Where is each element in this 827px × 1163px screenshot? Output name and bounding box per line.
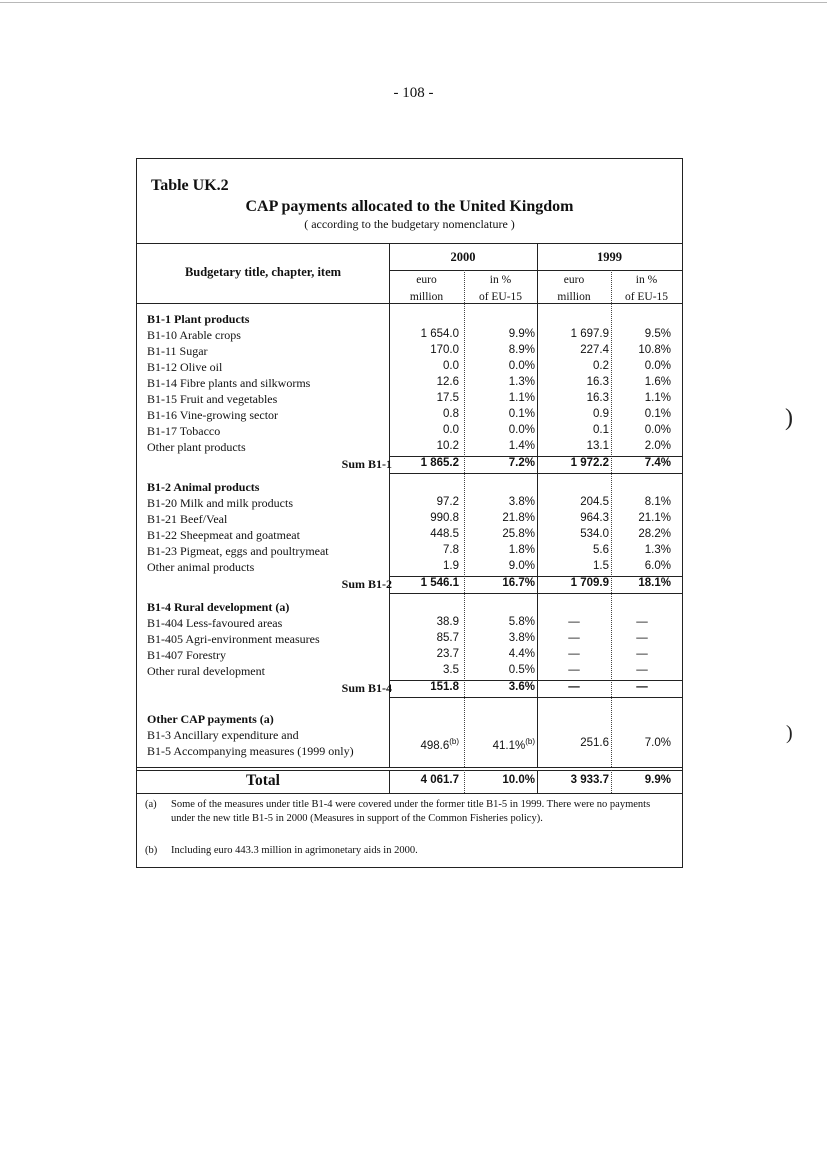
cell-value: 1.8% <box>508 544 535 556</box>
cell-value: 9.9% <box>644 774 671 786</box>
cell-value: 498.6$^{(b)}$ <box>420 737 459 752</box>
cell-value: — <box>636 632 648 644</box>
other-line: B1-5 Accompanying measures (1999 only) <box>147 744 354 758</box>
cell-value: 0.0 <box>443 424 459 436</box>
unit-euro-2000: euro million <box>409 274 444 303</box>
total-row <box>137 774 682 790</box>
cell-value: 0.0% <box>644 424 671 436</box>
row-label: B1-14 Fibre plants and silkworms <box>147 376 311 390</box>
total-top-rule <box>137 770 682 771</box>
table-row <box>137 632 682 648</box>
other-line: B1-3 Ancillary expenditure and <box>147 728 299 742</box>
cell-value: 16.3 <box>586 376 609 388</box>
cell-value: — <box>636 616 648 628</box>
sum-value: 18.1% <box>638 577 671 589</box>
cell-value: 1 697.9 <box>570 328 609 340</box>
cell-value: 0.0 <box>443 360 459 372</box>
sum-bottom-rule <box>389 697 682 698</box>
cell-value: 28.2% <box>638 528 671 540</box>
table-row <box>137 408 682 424</box>
table-row <box>137 528 682 544</box>
cell-value: 3.8% <box>508 632 535 644</box>
sum-value: 1 972.2 <box>570 457 609 469</box>
table-row <box>137 664 682 680</box>
table-title: CAP payments allocated to the United Kingdom <box>245 198 574 215</box>
cell-value: 8.9% <box>508 344 535 356</box>
sum-bottom-rule <box>389 593 682 594</box>
cell-value: 8.1% <box>644 496 671 508</box>
cell-value: 3.5 <box>443 664 459 676</box>
sum-value: 16.7% <box>502 577 535 589</box>
notes-top-rule <box>137 793 682 794</box>
page-number: - 108 - <box>393 85 434 101</box>
cell-value: 10.8% <box>638 344 671 356</box>
cell-value: 17.5 <box>436 392 459 404</box>
row-label: B1-407 Forestry <box>147 648 226 662</box>
cell-value: 990.8 <box>430 512 459 524</box>
margin-mark: ) <box>786 722 793 744</box>
cell-value: — <box>636 648 648 660</box>
sum-value: 3.6% <box>508 681 535 693</box>
total-top-rule <box>137 767 682 768</box>
unit-pct-2000: in % of EU-15 <box>478 274 523 303</box>
row-label: B1-22 Sheepmeat and goatmeat <box>147 528 300 542</box>
cell-value: 12.6 <box>436 376 459 388</box>
cell-value: — <box>568 632 580 644</box>
footnote-a: (a) Some of the measures under title B1-4 were covered under the former title B1-5 in 1999. There were no payments under the new title B1-5 in 2000 (Measures in support of the Common Fisheries policy). <box>145 799 651 824</box>
sum-value: — <box>568 681 580 693</box>
row-label: B1-405 Agri-environment measures <box>147 632 320 646</box>
cell-value: 1.1% <box>644 392 671 404</box>
cell-value: 9.5% <box>644 328 671 340</box>
cell-value: 964.3 <box>580 512 609 524</box>
top-scan-edge <box>0 2 827 3</box>
cell-value: 10.0% <box>502 774 535 786</box>
cell-value: 5.6 <box>593 544 609 556</box>
section-heading: B1-4 Rural development (a) <box>147 600 290 614</box>
cell-value: 0.2 <box>593 360 609 372</box>
cell-value: — <box>568 664 580 676</box>
row-label: B1-404 Less-favoured areas <box>147 616 283 630</box>
cell-value: 2.0% <box>644 440 671 452</box>
year-rule <box>389 270 682 271</box>
table-subtitle: ( according to the budgetary nomenclature ) <box>304 217 515 231</box>
cell-value: 21.1% <box>638 512 671 524</box>
row-label: B1-12 Olive oil <box>147 360 223 374</box>
cell-value: 1.9 <box>443 560 459 572</box>
cell-value: 7.8 <box>443 544 459 556</box>
cell-value: 1 654.0 <box>420 328 459 340</box>
sum-value: 1 546.1 <box>420 577 459 589</box>
cell-value: 0.0% <box>644 360 671 372</box>
cell-value: 448.5 <box>430 528 459 540</box>
cell-value: 0.9 <box>593 408 609 420</box>
cell-value: 0.1 <box>593 424 609 436</box>
cell-value: 1.6% <box>644 376 671 388</box>
cell-value: — <box>636 664 648 676</box>
table-row <box>137 392 682 408</box>
row-label: Other animal products <box>147 560 255 574</box>
other-values-row <box>137 737 682 753</box>
cell-value: 0.8 <box>443 408 459 420</box>
cell-value: 534.0 <box>580 528 609 540</box>
sum-label: Sum B1-4 <box>341 681 392 695</box>
sum-value: 7.2% <box>508 457 535 469</box>
table-row <box>137 496 682 512</box>
cell-value: 1.3% <box>508 376 535 388</box>
year-2000: 2000 <box>450 250 476 264</box>
table-row <box>137 440 682 456</box>
table-row <box>137 344 682 360</box>
cell-value: 0.1% <box>644 408 671 420</box>
other-heading: Other CAP payments (a) <box>147 712 274 726</box>
section-heading: B1-1 Plant products <box>147 312 250 326</box>
table-row <box>137 560 682 576</box>
row-label: Other rural development <box>147 664 265 678</box>
cell-value: 41.1%$^{(b)}$ <box>492 737 535 752</box>
cell-value: 4 061.7 <box>420 774 459 786</box>
cell-value: 251.6 <box>580 737 609 749</box>
cell-value: 204.5 <box>580 496 609 508</box>
cell-value: 1.5 <box>593 560 609 572</box>
row-header: Budgetary title, chapter, item <box>184 265 342 279</box>
cell-value: 3.8% <box>508 496 535 508</box>
sum-row <box>137 457 682 473</box>
row-label: Other plant products <box>147 440 246 454</box>
sum-row <box>137 681 682 697</box>
sum-value: 1 865.2 <box>420 457 459 469</box>
cell-value: 1.3% <box>644 544 671 556</box>
sum-value: 151.8 <box>430 681 459 693</box>
cell-value: 3 933.7 <box>570 774 609 786</box>
table-id: Table UK.2 <box>151 177 229 194</box>
sum-value: — <box>636 681 648 693</box>
cell-value: — <box>568 616 580 628</box>
cell-value: 1.4% <box>508 440 535 452</box>
cell-value: 21.8% <box>502 512 535 524</box>
cell-value: 0.0% <box>508 360 535 372</box>
cell-value: 38.9 <box>436 616 459 628</box>
section-heading: B1-2 Animal products <box>147 480 260 494</box>
cell-value: 9.9% <box>508 328 535 340</box>
unit-euro-1999: euro million <box>557 274 591 303</box>
row-label: B1-15 Fruit and vegetables <box>147 392 278 406</box>
cell-value: 6.0% <box>644 560 671 572</box>
sum-bottom-rule <box>389 473 682 474</box>
cell-value: 4.4% <box>508 648 535 660</box>
cell-value: 23.7 <box>436 648 459 660</box>
table-frame <box>136 158 683 868</box>
row-label: B1-11 Sugar <box>147 344 208 358</box>
cell-value: 0.1% <box>508 408 535 420</box>
sum-value: 7.4% <box>644 457 671 469</box>
sum-row <box>137 577 682 593</box>
header-rule <box>137 243 682 244</box>
table-row <box>137 512 682 528</box>
row-label: B1-10 Arable crops <box>147 328 241 342</box>
table-row <box>137 648 682 664</box>
row-label: B1-20 Milk and milk products <box>147 496 293 510</box>
cell-value: 0.0% <box>508 424 535 436</box>
row-label: B1-17 Tobacco <box>147 424 221 438</box>
cell-value: 1.1% <box>508 392 535 404</box>
sum-label: Sum B1-2 <box>341 577 392 591</box>
total-label: Total <box>246 772 280 789</box>
cell-value: 170.0 <box>430 344 459 356</box>
table-row <box>137 424 682 440</box>
cell-value: 25.8% <box>502 528 535 540</box>
cell-value: — <box>568 648 580 660</box>
sum-label: Sum B1-1 <box>341 457 392 471</box>
row-label: B1-16 Vine-growing sector <box>147 408 279 422</box>
year-1999: 1999 <box>597 250 622 264</box>
sum-value: 1 709.9 <box>570 577 609 589</box>
cell-value: 5.8% <box>508 616 535 628</box>
row-label: B1-23 Pigmeat, eggs and poultrymeat <box>147 544 329 558</box>
table-row <box>137 376 682 392</box>
cell-value: 97.2 <box>436 496 459 508</box>
footnote-b: (b) Including euro 443.3 million in agrimonetary aids in 2000. <box>145 845 418 856</box>
table-row <box>137 544 682 560</box>
row-label: B1-21 Beef/Veal <box>147 512 228 526</box>
table-row <box>137 328 682 344</box>
cell-value: 13.1 <box>586 440 609 452</box>
cell-value: 10.2 <box>436 440 459 452</box>
cell-value: 227.4 <box>580 344 609 356</box>
cell-value: 85.7 <box>436 632 459 644</box>
unit-pct-1999: in % of EU-15 <box>624 274 669 303</box>
cell-value: 16.3 <box>586 392 609 404</box>
margin-mark: ) <box>785 405 793 431</box>
cell-value: 7.0% <box>644 737 671 749</box>
table-row <box>137 360 682 376</box>
cell-value: 0.5% <box>508 664 535 676</box>
table-row <box>137 616 682 632</box>
cell-value: 9.0% <box>508 560 535 572</box>
